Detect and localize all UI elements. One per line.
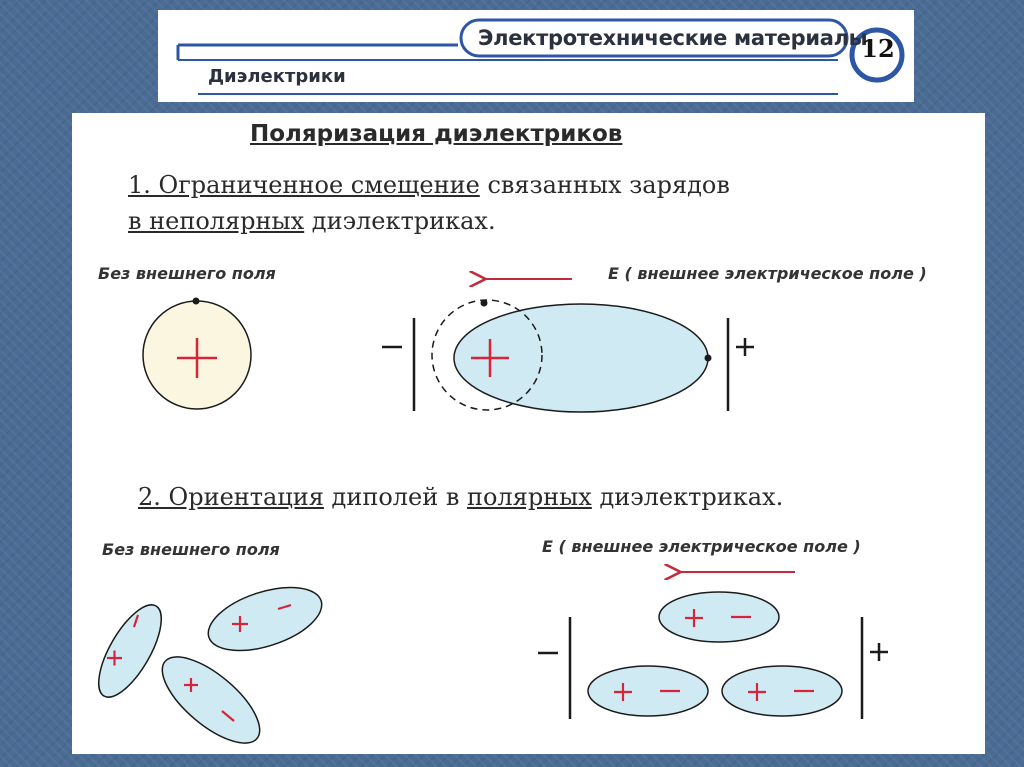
item2-polar-underlined: полярных [466,483,592,511]
label-no-field-1: Без внешнего поля [98,264,276,283]
dipole [87,596,174,706]
dipole [201,575,330,663]
item1-phrase-underlined: 1. Ограниченное смещение [128,171,480,199]
polarized-atom [382,300,754,413]
item2-dielectrics: диэлектриках. [591,483,784,511]
label-field-1: E ( внешнее электрическое поле ) [608,264,927,283]
slide-content-panel [72,113,985,754]
item1-phrase-rest: связанных зарядов [479,171,730,199]
dipole [722,666,842,716]
banner-title: Электротехнические материалы [478,26,868,50]
electron-dot [705,355,712,362]
dipole [588,666,708,716]
item1-nonpolar-underlined: в неполярных [128,207,305,235]
banner-subtitle: Диэлектрики [208,66,346,87]
item2-dipoles: диполей в [323,483,467,511]
neutral-atom [143,298,251,410]
aligned-dipoles [538,592,888,719]
label-field-2: E ( внешнее электрическое поле ) [542,537,861,556]
polarization-diagram [72,113,985,754]
dipole [659,592,779,642]
electron-dot [481,300,488,307]
electron-dot [193,298,200,305]
slide-heading: Поляризация диэлектриков [250,121,623,147]
dipole [149,642,273,754]
title-banner [158,10,914,102]
label-no-field-2: Без внешнего поля [102,540,280,559]
slide-number-badge: 12 [861,34,895,63]
banner-frame [158,10,914,102]
item1-dielectrics: диэлектриках. [304,207,496,235]
item2-orientation-underlined: 2. Ориентация [138,483,324,511]
random-dipoles [87,575,330,754]
